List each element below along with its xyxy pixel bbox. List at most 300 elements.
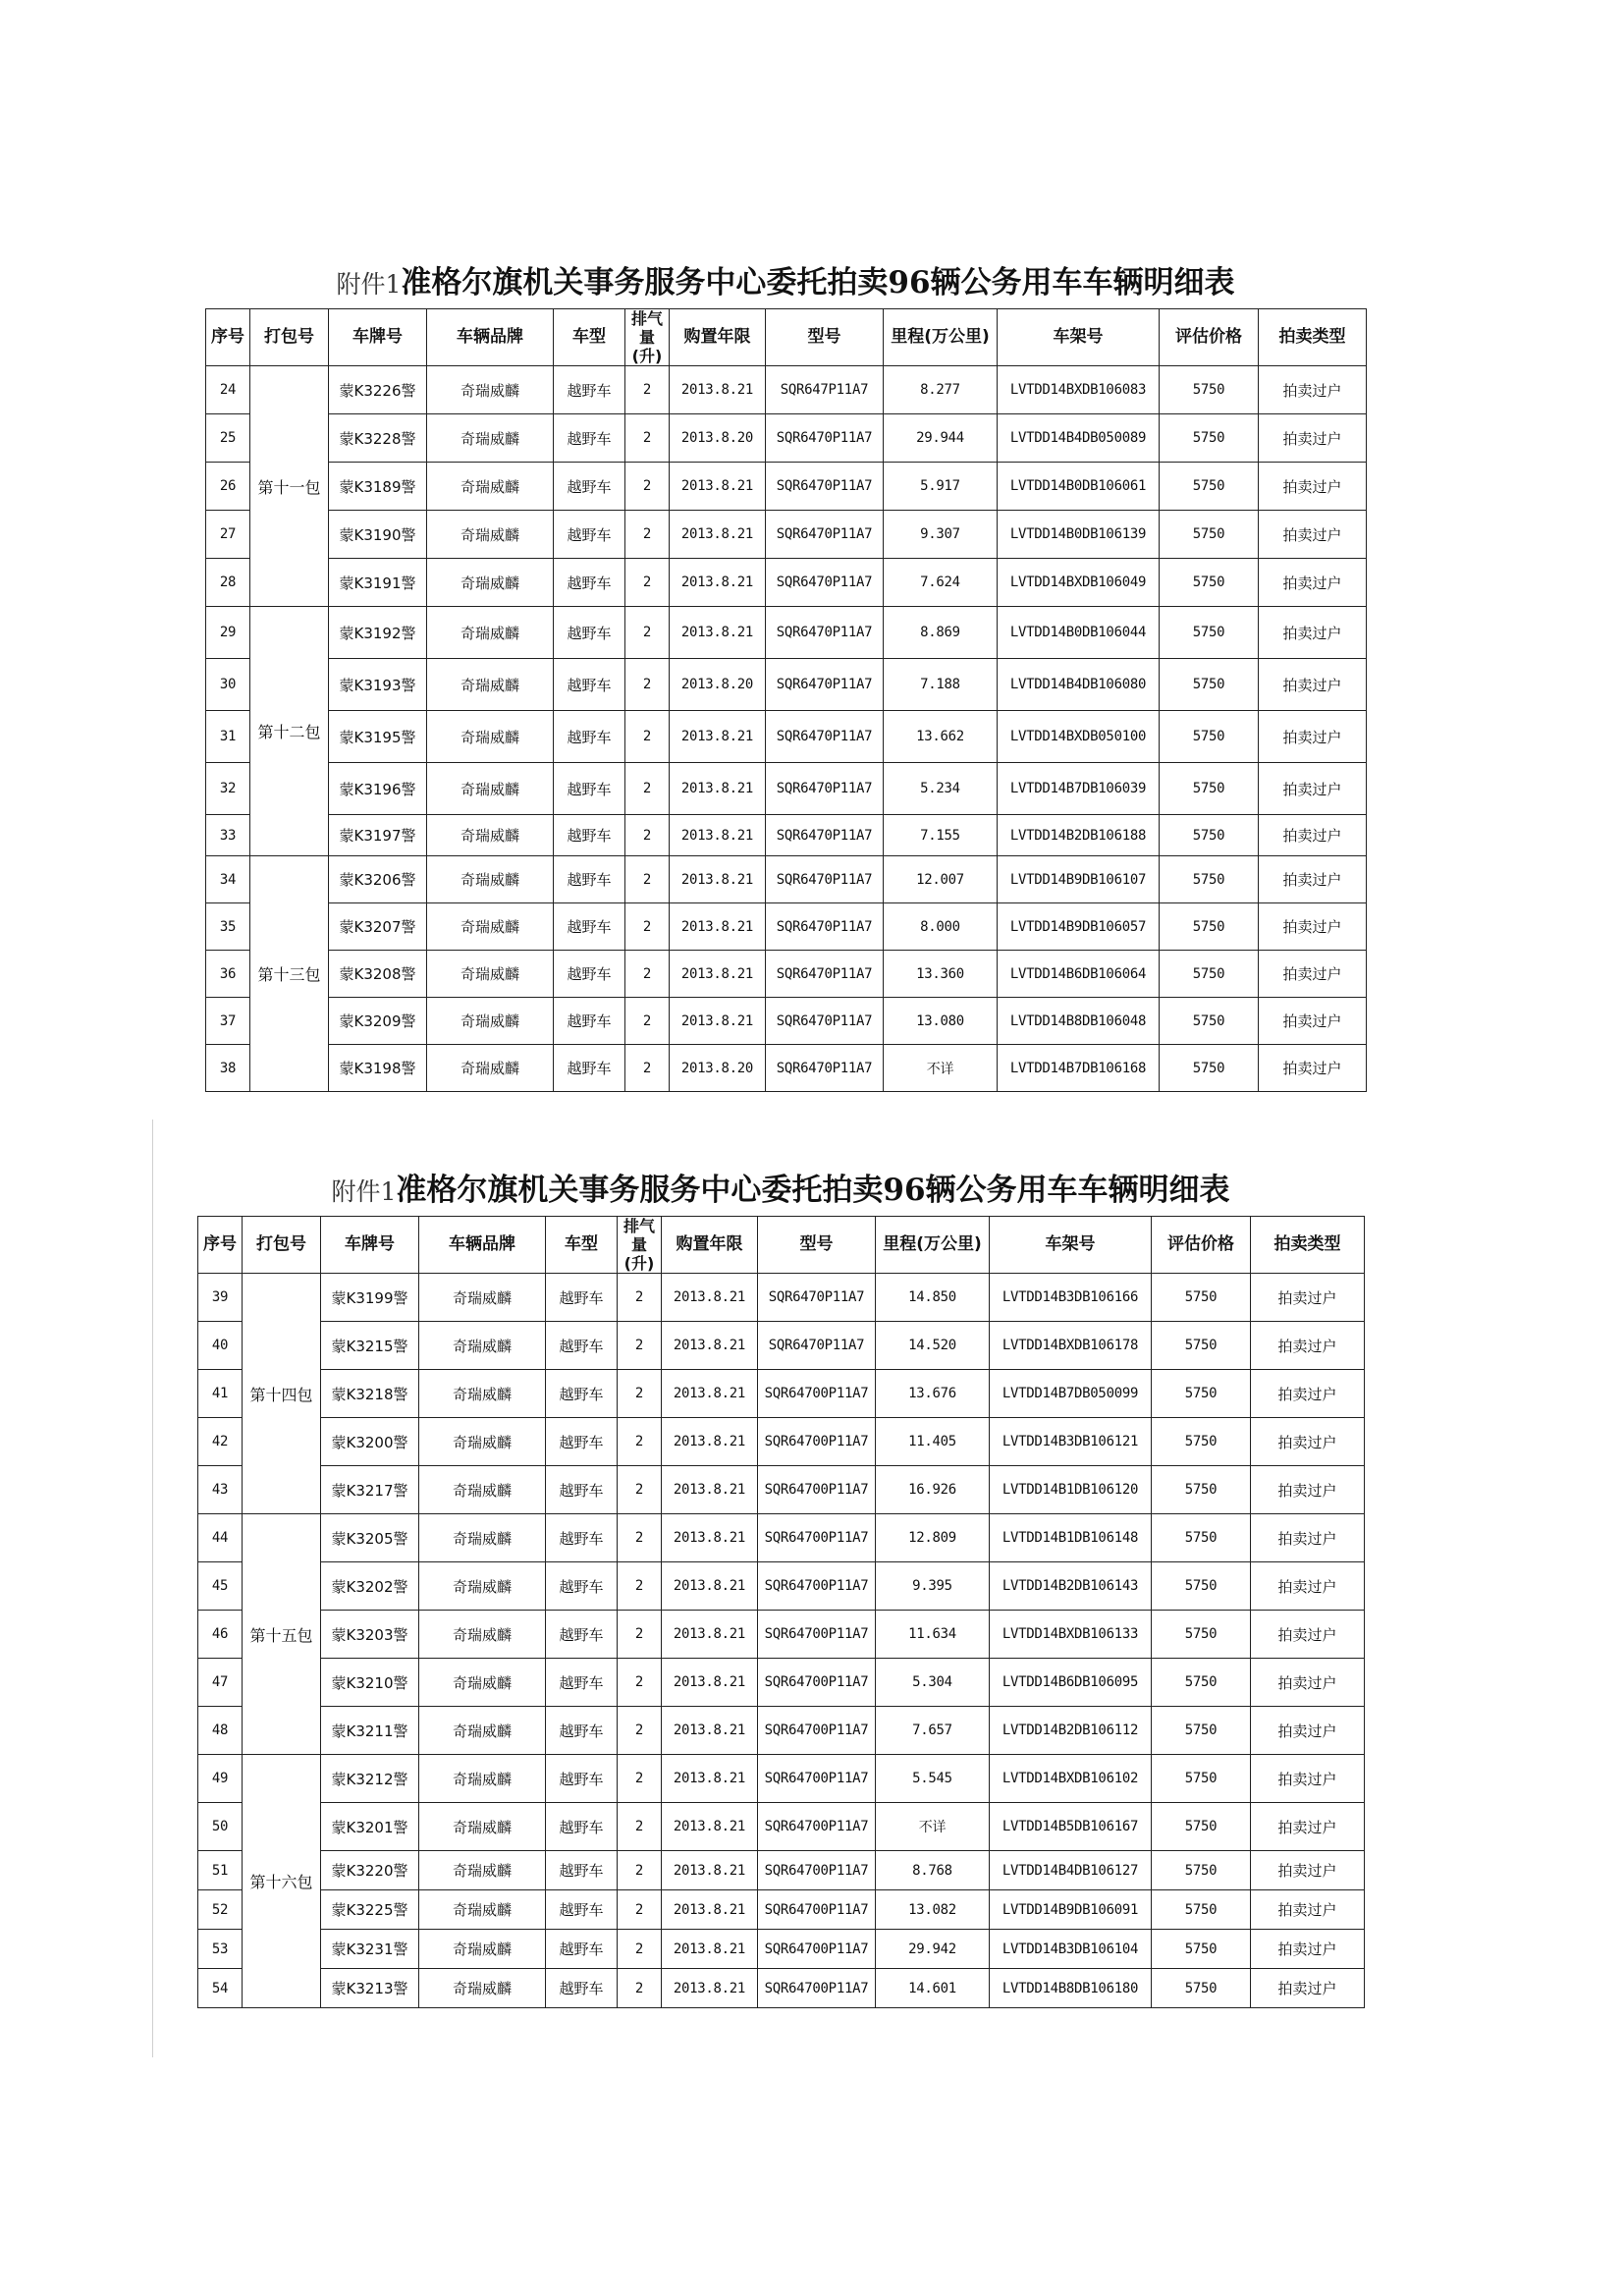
type-cell: 越野车 [554, 951, 625, 998]
package-cell: 第十一包 [250, 366, 329, 607]
purchase-date-cell: 2013.8.20 [670, 659, 766, 711]
auction-type-cell: 拍卖过户 [1251, 1755, 1365, 1803]
column-header: 车架号 [990, 1217, 1152, 1274]
brand-cell: 奇瑞威麟 [419, 1418, 546, 1466]
purchase-date-cell: 2013.8.21 [662, 1322, 758, 1370]
column-header: 评估价格 [1152, 1217, 1251, 1274]
seq-cell: 40 [198, 1322, 243, 1370]
price-cell: 5750 [1152, 1466, 1251, 1514]
auction-type-cell: 拍卖过户 [1259, 607, 1367, 659]
price-cell: 5750 [1152, 1562, 1251, 1611]
price-cell: 5750 [1160, 1045, 1259, 1092]
type-cell: 越野车 [546, 1322, 618, 1370]
table-row [206, 659, 1367, 711]
mileage-cell: 5.917 [884, 463, 998, 511]
type-cell: 越野车 [546, 1611, 618, 1659]
seq-cell: 52 [198, 1890, 243, 1930]
price-cell: 5750 [1152, 1611, 1251, 1659]
column-header: 车牌号 [329, 309, 427, 366]
title-main: 准格尔旗机关事务服务中心委托拍卖96辆公务用车车辆明细表 [401, 265, 1235, 301]
price-cell: 5750 [1152, 1707, 1251, 1755]
brand-cell: 奇瑞威麟 [419, 1322, 546, 1370]
mileage-cell: 12.809 [876, 1514, 990, 1562]
table-row [206, 511, 1367, 559]
seq-cell: 29 [206, 607, 250, 659]
seq-cell: 44 [198, 1514, 243, 1562]
price-cell: 5750 [1152, 1930, 1251, 1969]
vin-cell: LVTDD14B4DB050089 [998, 414, 1160, 463]
seq-cell: 33 [206, 815, 250, 856]
auction-type-cell: 拍卖过户 [1259, 856, 1367, 903]
seq-cell: 42 [198, 1418, 243, 1466]
purchase-date-cell: 2013.8.21 [670, 366, 766, 414]
table-row [206, 815, 1367, 856]
auction-type-cell: 拍卖过户 [1251, 1274, 1365, 1322]
table-row [198, 1755, 1365, 1803]
plate-cell: 蒙K3208警 [329, 951, 427, 998]
type-cell: 越野车 [554, 607, 625, 659]
type-cell: 越野车 [546, 1370, 618, 1418]
brand-cell: 奇瑞威麟 [427, 998, 554, 1045]
brand-cell: 奇瑞威麟 [427, 511, 554, 559]
mileage-cell: 不详 [884, 1045, 998, 1092]
purchase-date-cell: 2013.8.21 [670, 511, 766, 559]
auction-type-cell: 拍卖过户 [1251, 1930, 1365, 1969]
mileage-cell: 9.395 [876, 1562, 990, 1611]
table-row [206, 463, 1367, 511]
seq-cell: 51 [198, 1851, 243, 1890]
seq-cell: 47 [198, 1659, 243, 1707]
plate-cell: 蒙K3190警 [329, 511, 427, 559]
seq-cell: 43 [198, 1466, 243, 1514]
vin-cell: LVTDD14B6DB106064 [998, 951, 1160, 998]
purchase-date-cell: 2013.8.21 [662, 1562, 758, 1611]
type-cell: 越野车 [554, 856, 625, 903]
vin-cell: LVTDD14B0DB106044 [998, 607, 1160, 659]
seq-cell: 30 [206, 659, 250, 711]
vin-cell: LVTDD14B2DB106188 [998, 815, 1160, 856]
title-main: 准格尔旗机关事务服务中心委托拍卖96辆公务用车车辆明细表 [396, 1173, 1230, 1208]
displacement-cell: 2 [618, 1803, 662, 1851]
price-cell: 5750 [1160, 559, 1259, 607]
mileage-cell: 13.080 [884, 998, 998, 1045]
column-header: 序号 [198, 1217, 243, 1274]
vin-cell: LVTDD14B9DB106107 [998, 856, 1160, 903]
table-row [198, 1562, 1365, 1611]
displacement-cell: 2 [618, 1969, 662, 2008]
column-header: 打包号 [243, 1217, 321, 1274]
displacement-cell: 2 [618, 1514, 662, 1562]
displacement-cell: 2 [625, 815, 670, 856]
price-cell: 5750 [1152, 1514, 1251, 1562]
vehicle-table [197, 1216, 1365, 2008]
plate-cell: 蒙K3217警 [321, 1466, 419, 1514]
type-cell: 越野车 [554, 511, 625, 559]
model-cell: SQR64700P11A7 [758, 1466, 876, 1514]
type-cell: 越野车 [546, 1969, 618, 2008]
price-cell: 5750 [1160, 815, 1259, 856]
price-cell: 5750 [1160, 763, 1259, 815]
package-cell: 第十二包 [250, 607, 329, 856]
price-cell: 5750 [1160, 607, 1259, 659]
vin-cell: LVTDD14BXDB050100 [998, 711, 1160, 763]
price-cell: 5750 [1152, 1803, 1251, 1851]
model-cell: SQR6470P11A7 [766, 856, 884, 903]
auction-type-cell: 拍卖过户 [1259, 903, 1367, 951]
vin-cell: LVTDD14B4DB106080 [998, 659, 1160, 711]
title-prefix: 附件1 [331, 1177, 397, 1206]
price-cell: 5750 [1152, 1890, 1251, 1930]
model-cell: SQR6470P11A7 [766, 763, 884, 815]
model-cell: SQR64700P11A7 [758, 1707, 876, 1755]
brand-cell: 奇瑞威麟 [427, 856, 554, 903]
seq-cell: 24 [206, 366, 250, 414]
displacement-cell: 2 [625, 903, 670, 951]
model-cell: SQR647P11A7 [766, 366, 884, 414]
model-cell: SQR6470P11A7 [766, 951, 884, 998]
vin-cell: LVTDD14B3DB106104 [990, 1930, 1152, 1969]
vin-cell: LVTDD14B8DB106048 [998, 998, 1160, 1045]
table-row [198, 1659, 1365, 1707]
mileage-cell: 5.545 [876, 1755, 990, 1803]
column-header: 里程(万公里) [884, 309, 998, 366]
brand-cell: 奇瑞威麟 [427, 951, 554, 998]
type-cell: 越野车 [554, 998, 625, 1045]
type-cell: 越野车 [546, 1659, 618, 1707]
displacement-cell: 2 [625, 559, 670, 607]
mileage-cell: 11.634 [876, 1611, 990, 1659]
purchase-date-cell: 2013.8.21 [670, 763, 766, 815]
purchase-date-cell: 2013.8.21 [662, 1418, 758, 1466]
doc-title [205, 257, 1366, 308]
type-cell: 越野车 [554, 366, 625, 414]
table-row [198, 1274, 1365, 1322]
title-prefix: 附件1 [336, 270, 402, 299]
table-row [206, 763, 1367, 815]
brand-cell: 奇瑞威麟 [427, 711, 554, 763]
table-row [198, 1969, 1365, 2008]
auction-type-cell: 拍卖过户 [1259, 815, 1367, 856]
model-cell: SQR64700P11A7 [758, 1803, 876, 1851]
mileage-cell: 8.277 [884, 366, 998, 414]
table-row [198, 1611, 1365, 1659]
vin-cell: LVTDD14BXDB106083 [998, 366, 1160, 414]
seq-cell: 50 [198, 1803, 243, 1851]
plate-cell: 蒙K3225警 [321, 1890, 419, 1930]
price-cell: 5750 [1160, 463, 1259, 511]
table-row [206, 903, 1367, 951]
displacement-cell: 2 [625, 711, 670, 763]
displacement-cell: 2 [618, 1659, 662, 1707]
type-cell: 越野车 [554, 559, 625, 607]
auction-type-cell: 拍卖过户 [1259, 463, 1367, 511]
displacement-cell: 2 [618, 1930, 662, 1969]
purchase-date-cell: 2013.8.21 [670, 903, 766, 951]
purchase-date-cell: 2013.8.20 [670, 414, 766, 463]
table-row [206, 951, 1367, 998]
mileage-cell: 12.007 [884, 856, 998, 903]
table-row [198, 1466, 1365, 1514]
purchase-date-cell: 2013.8.20 [670, 1045, 766, 1092]
purchase-date-cell: 2013.8.21 [670, 815, 766, 856]
model-cell: SQR6470P11A7 [758, 1322, 876, 1370]
plate-cell: 蒙K3226警 [329, 366, 427, 414]
auction-type-cell: 拍卖过户 [1251, 1466, 1365, 1514]
seq-cell: 41 [198, 1370, 243, 1418]
mileage-cell: 8.768 [876, 1851, 990, 1890]
price-cell: 5750 [1152, 1274, 1251, 1322]
mileage-cell: 9.307 [884, 511, 998, 559]
model-cell: SQR64700P11A7 [758, 1611, 876, 1659]
auction-type-cell: 拍卖过户 [1259, 511, 1367, 559]
table-row [198, 1514, 1365, 1562]
displacement-cell: 2 [618, 1611, 662, 1659]
type-cell: 越野车 [546, 1930, 618, 1969]
auction-type-cell: 拍卖过户 [1251, 1890, 1365, 1930]
purchase-date-cell: 2013.8.21 [662, 1851, 758, 1890]
brand-cell: 奇瑞威麟 [419, 1755, 546, 1803]
vin-cell: LVTDD14BXDB106178 [990, 1322, 1152, 1370]
plate-cell: 蒙K3207警 [329, 903, 427, 951]
header-row [198, 1217, 1365, 1274]
displacement-cell: 2 [618, 1755, 662, 1803]
table-row [206, 559, 1367, 607]
price-cell: 5750 [1152, 1659, 1251, 1707]
purchase-date-cell: 2013.8.21 [662, 1969, 758, 2008]
model-cell: SQR64700P11A7 [758, 1890, 876, 1930]
model-cell: SQR6470P11A7 [758, 1274, 876, 1322]
price-cell: 5750 [1152, 1418, 1251, 1466]
mileage-cell: 8.000 [884, 903, 998, 951]
price-cell: 5750 [1152, 1969, 1251, 2008]
auction-type-cell: 拍卖过户 [1259, 711, 1367, 763]
package-cell: 第十四包 [243, 1274, 321, 1514]
price-cell: 5750 [1160, 511, 1259, 559]
displacement-cell: 2 [625, 951, 670, 998]
seq-cell: 25 [206, 414, 250, 463]
vin-cell: LVTDD14B6DB106095 [990, 1659, 1152, 1707]
table-row [198, 1418, 1365, 1466]
mileage-cell: 14.601 [876, 1969, 990, 2008]
seq-cell: 54 [198, 1969, 243, 2008]
mileage-cell: 13.662 [884, 711, 998, 763]
table-row [206, 414, 1367, 463]
displacement-cell: 2 [618, 1562, 662, 1611]
price-cell: 5750 [1160, 366, 1259, 414]
model-cell: SQR6470P11A7 [766, 1045, 884, 1092]
type-cell: 越野车 [546, 1851, 618, 1890]
table-row [198, 1803, 1365, 1851]
plate-cell: 蒙K3201警 [321, 1803, 419, 1851]
purchase-date-cell: 2013.8.21 [662, 1514, 758, 1562]
purchase-date-cell: 2013.8.21 [662, 1370, 758, 1418]
purchase-date-cell: 2013.8.21 [670, 711, 766, 763]
brand-cell: 奇瑞威麟 [419, 1562, 546, 1611]
model-cell: SQR6470P11A7 [766, 511, 884, 559]
type-cell: 越野车 [554, 903, 625, 951]
table-row [206, 366, 1367, 414]
plate-cell: 蒙K3210警 [321, 1659, 419, 1707]
seq-cell: 35 [206, 903, 250, 951]
table-row [198, 1370, 1365, 1418]
model-cell: SQR64700P11A7 [758, 1418, 876, 1466]
auction-type-cell: 拍卖过户 [1259, 998, 1367, 1045]
vin-cell: LVTDD14B3DB106166 [990, 1274, 1152, 1322]
price-cell: 5750 [1160, 998, 1259, 1045]
seq-cell: 45 [198, 1562, 243, 1611]
mileage-cell: 5.234 [884, 763, 998, 815]
auction-type-cell: 拍卖过户 [1259, 559, 1367, 607]
displacement-cell: 2 [618, 1370, 662, 1418]
price-cell: 5750 [1160, 711, 1259, 763]
vin-cell: LVTDD14B2DB106143 [990, 1562, 1152, 1611]
plate-cell: 蒙K3196警 [329, 763, 427, 815]
model-cell: SQR6470P11A7 [766, 414, 884, 463]
plate-cell: 蒙K3209警 [329, 998, 427, 1045]
brand-cell: 奇瑞威麟 [419, 1274, 546, 1322]
table-row [198, 1851, 1365, 1890]
mileage-cell: 29.944 [884, 414, 998, 463]
displacement-cell: 2 [618, 1466, 662, 1514]
mileage-cell: 13.082 [876, 1890, 990, 1930]
column-header: 拍卖类型 [1259, 309, 1367, 366]
vin-cell: LVTDD14BXDB106049 [998, 559, 1160, 607]
vehicle-table [205, 308, 1367, 1092]
vin-cell: LVTDD14B5DB106167 [990, 1803, 1152, 1851]
auction-type-cell: 拍卖过户 [1259, 951, 1367, 998]
brand-cell: 奇瑞威麟 [419, 1514, 546, 1562]
column-header: 车架号 [998, 309, 1160, 366]
brand-cell: 奇瑞威麟 [419, 1930, 546, 1969]
type-cell: 越野车 [546, 1707, 618, 1755]
column-header: 车牌号 [321, 1217, 419, 1274]
auction-type-cell: 拍卖过户 [1251, 1611, 1365, 1659]
column-header: 排气量 (升) [625, 309, 670, 366]
column-header: 评估价格 [1160, 309, 1259, 366]
displacement-cell: 2 [618, 1851, 662, 1890]
displacement-cell: 2 [625, 511, 670, 559]
table-row [206, 998, 1367, 1045]
purchase-date-cell: 2013.8.21 [662, 1803, 758, 1851]
purchase-date-cell: 2013.8.21 [662, 1659, 758, 1707]
purchase-date-cell: 2013.8.21 [662, 1930, 758, 1969]
plate-cell: 蒙K3193警 [329, 659, 427, 711]
model-cell: SQR6470P11A7 [766, 607, 884, 659]
mileage-cell: 不详 [876, 1803, 990, 1851]
type-cell: 越野车 [554, 711, 625, 763]
price-cell: 5750 [1152, 1322, 1251, 1370]
mileage-cell: 29.942 [876, 1930, 990, 1969]
column-header: 拍卖类型 [1251, 1217, 1365, 1274]
model-cell: SQR64700P11A7 [758, 1659, 876, 1707]
purchase-date-cell: 2013.8.21 [662, 1274, 758, 1322]
table-row [198, 1890, 1365, 1930]
displacement-cell: 2 [625, 463, 670, 511]
mileage-cell: 7.188 [884, 659, 998, 711]
column-header: 购置年限 [662, 1217, 758, 1274]
model-cell: SQR64700P11A7 [758, 1514, 876, 1562]
vehicle-table-block-2 [197, 1165, 1364, 2008]
purchase-date-cell: 2013.8.21 [662, 1890, 758, 1930]
model-cell: SQR64700P11A7 [758, 1930, 876, 1969]
model-cell: SQR6470P11A7 [766, 659, 884, 711]
auction-type-cell: 拍卖过户 [1251, 1562, 1365, 1611]
brand-cell: 奇瑞威麟 [427, 559, 554, 607]
auction-type-cell: 拍卖过户 [1251, 1659, 1365, 1707]
plate-cell: 蒙K3202警 [321, 1562, 419, 1611]
table-row [206, 711, 1367, 763]
model-cell: SQR6470P11A7 [766, 903, 884, 951]
brand-cell: 奇瑞威麟 [427, 903, 554, 951]
auction-type-cell: 拍卖过户 [1251, 1418, 1365, 1466]
auction-type-cell: 拍卖过户 [1259, 1045, 1367, 1092]
displacement-cell: 2 [625, 607, 670, 659]
vin-cell: LVTDD14B4DB106127 [990, 1851, 1152, 1890]
plate-cell: 蒙K3192警 [329, 607, 427, 659]
price-cell: 5750 [1152, 1370, 1251, 1418]
type-cell: 越野车 [554, 659, 625, 711]
vin-cell: LVTDD14B1DB106148 [990, 1514, 1152, 1562]
type-cell: 越野车 [554, 463, 625, 511]
plate-cell: 蒙K3220警 [321, 1851, 419, 1890]
seq-cell: 48 [198, 1707, 243, 1755]
seq-cell: 36 [206, 951, 250, 998]
type-cell: 越野车 [546, 1755, 618, 1803]
purchase-date-cell: 2013.8.21 [670, 856, 766, 903]
vin-cell: LVTDD14B1DB106120 [990, 1466, 1152, 1514]
column-header: 型号 [766, 309, 884, 366]
plate-cell: 蒙K3197警 [329, 815, 427, 856]
brand-cell: 奇瑞威麟 [419, 1611, 546, 1659]
package-cell: 第十五包 [243, 1514, 321, 1755]
purchase-date-cell: 2013.8.21 [670, 607, 766, 659]
auction-type-cell: 拍卖过户 [1251, 1707, 1365, 1755]
type-cell: 越野车 [554, 763, 625, 815]
auction-type-cell: 拍卖过户 [1251, 1514, 1365, 1562]
vin-cell: LVTDD14B3DB106121 [990, 1418, 1152, 1466]
brand-cell: 奇瑞威麟 [419, 1707, 546, 1755]
seq-cell: 32 [206, 763, 250, 815]
vin-cell: LVTDD14B9DB106091 [990, 1890, 1152, 1930]
purchase-date-cell: 2013.8.21 [670, 559, 766, 607]
displacement-cell: 2 [618, 1418, 662, 1466]
header-row [206, 309, 1367, 366]
type-cell: 越野车 [554, 1045, 625, 1092]
purchase-date-cell: 2013.8.21 [662, 1611, 758, 1659]
seq-cell: 39 [198, 1274, 243, 1322]
brand-cell: 奇瑞威麟 [427, 763, 554, 815]
model-cell: SQR64700P11A7 [758, 1851, 876, 1890]
price-cell: 5750 [1160, 659, 1259, 711]
plate-cell: 蒙K3195警 [329, 711, 427, 763]
vin-cell: LVTDD14B2DB106112 [990, 1707, 1152, 1755]
type-cell: 越野车 [546, 1514, 618, 1562]
vin-cell: LVTDD14B7DB106168 [998, 1045, 1160, 1092]
package-cell: 第十三包 [250, 856, 329, 1092]
auction-type-cell: 拍卖过户 [1251, 1969, 1365, 2008]
plate-cell: 蒙K3218警 [321, 1370, 419, 1418]
mileage-cell: 11.405 [876, 1418, 990, 1466]
model-cell: SQR6470P11A7 [766, 815, 884, 856]
price-cell: 5750 [1160, 903, 1259, 951]
package-cell: 第十六包 [243, 1755, 321, 2008]
plate-cell: 蒙K3200警 [321, 1418, 419, 1466]
table-row [198, 1930, 1365, 1969]
displacement-cell: 2 [625, 366, 670, 414]
mileage-cell: 8.869 [884, 607, 998, 659]
auction-type-cell: 拍卖过户 [1251, 1370, 1365, 1418]
column-header: 车型 [554, 309, 625, 366]
